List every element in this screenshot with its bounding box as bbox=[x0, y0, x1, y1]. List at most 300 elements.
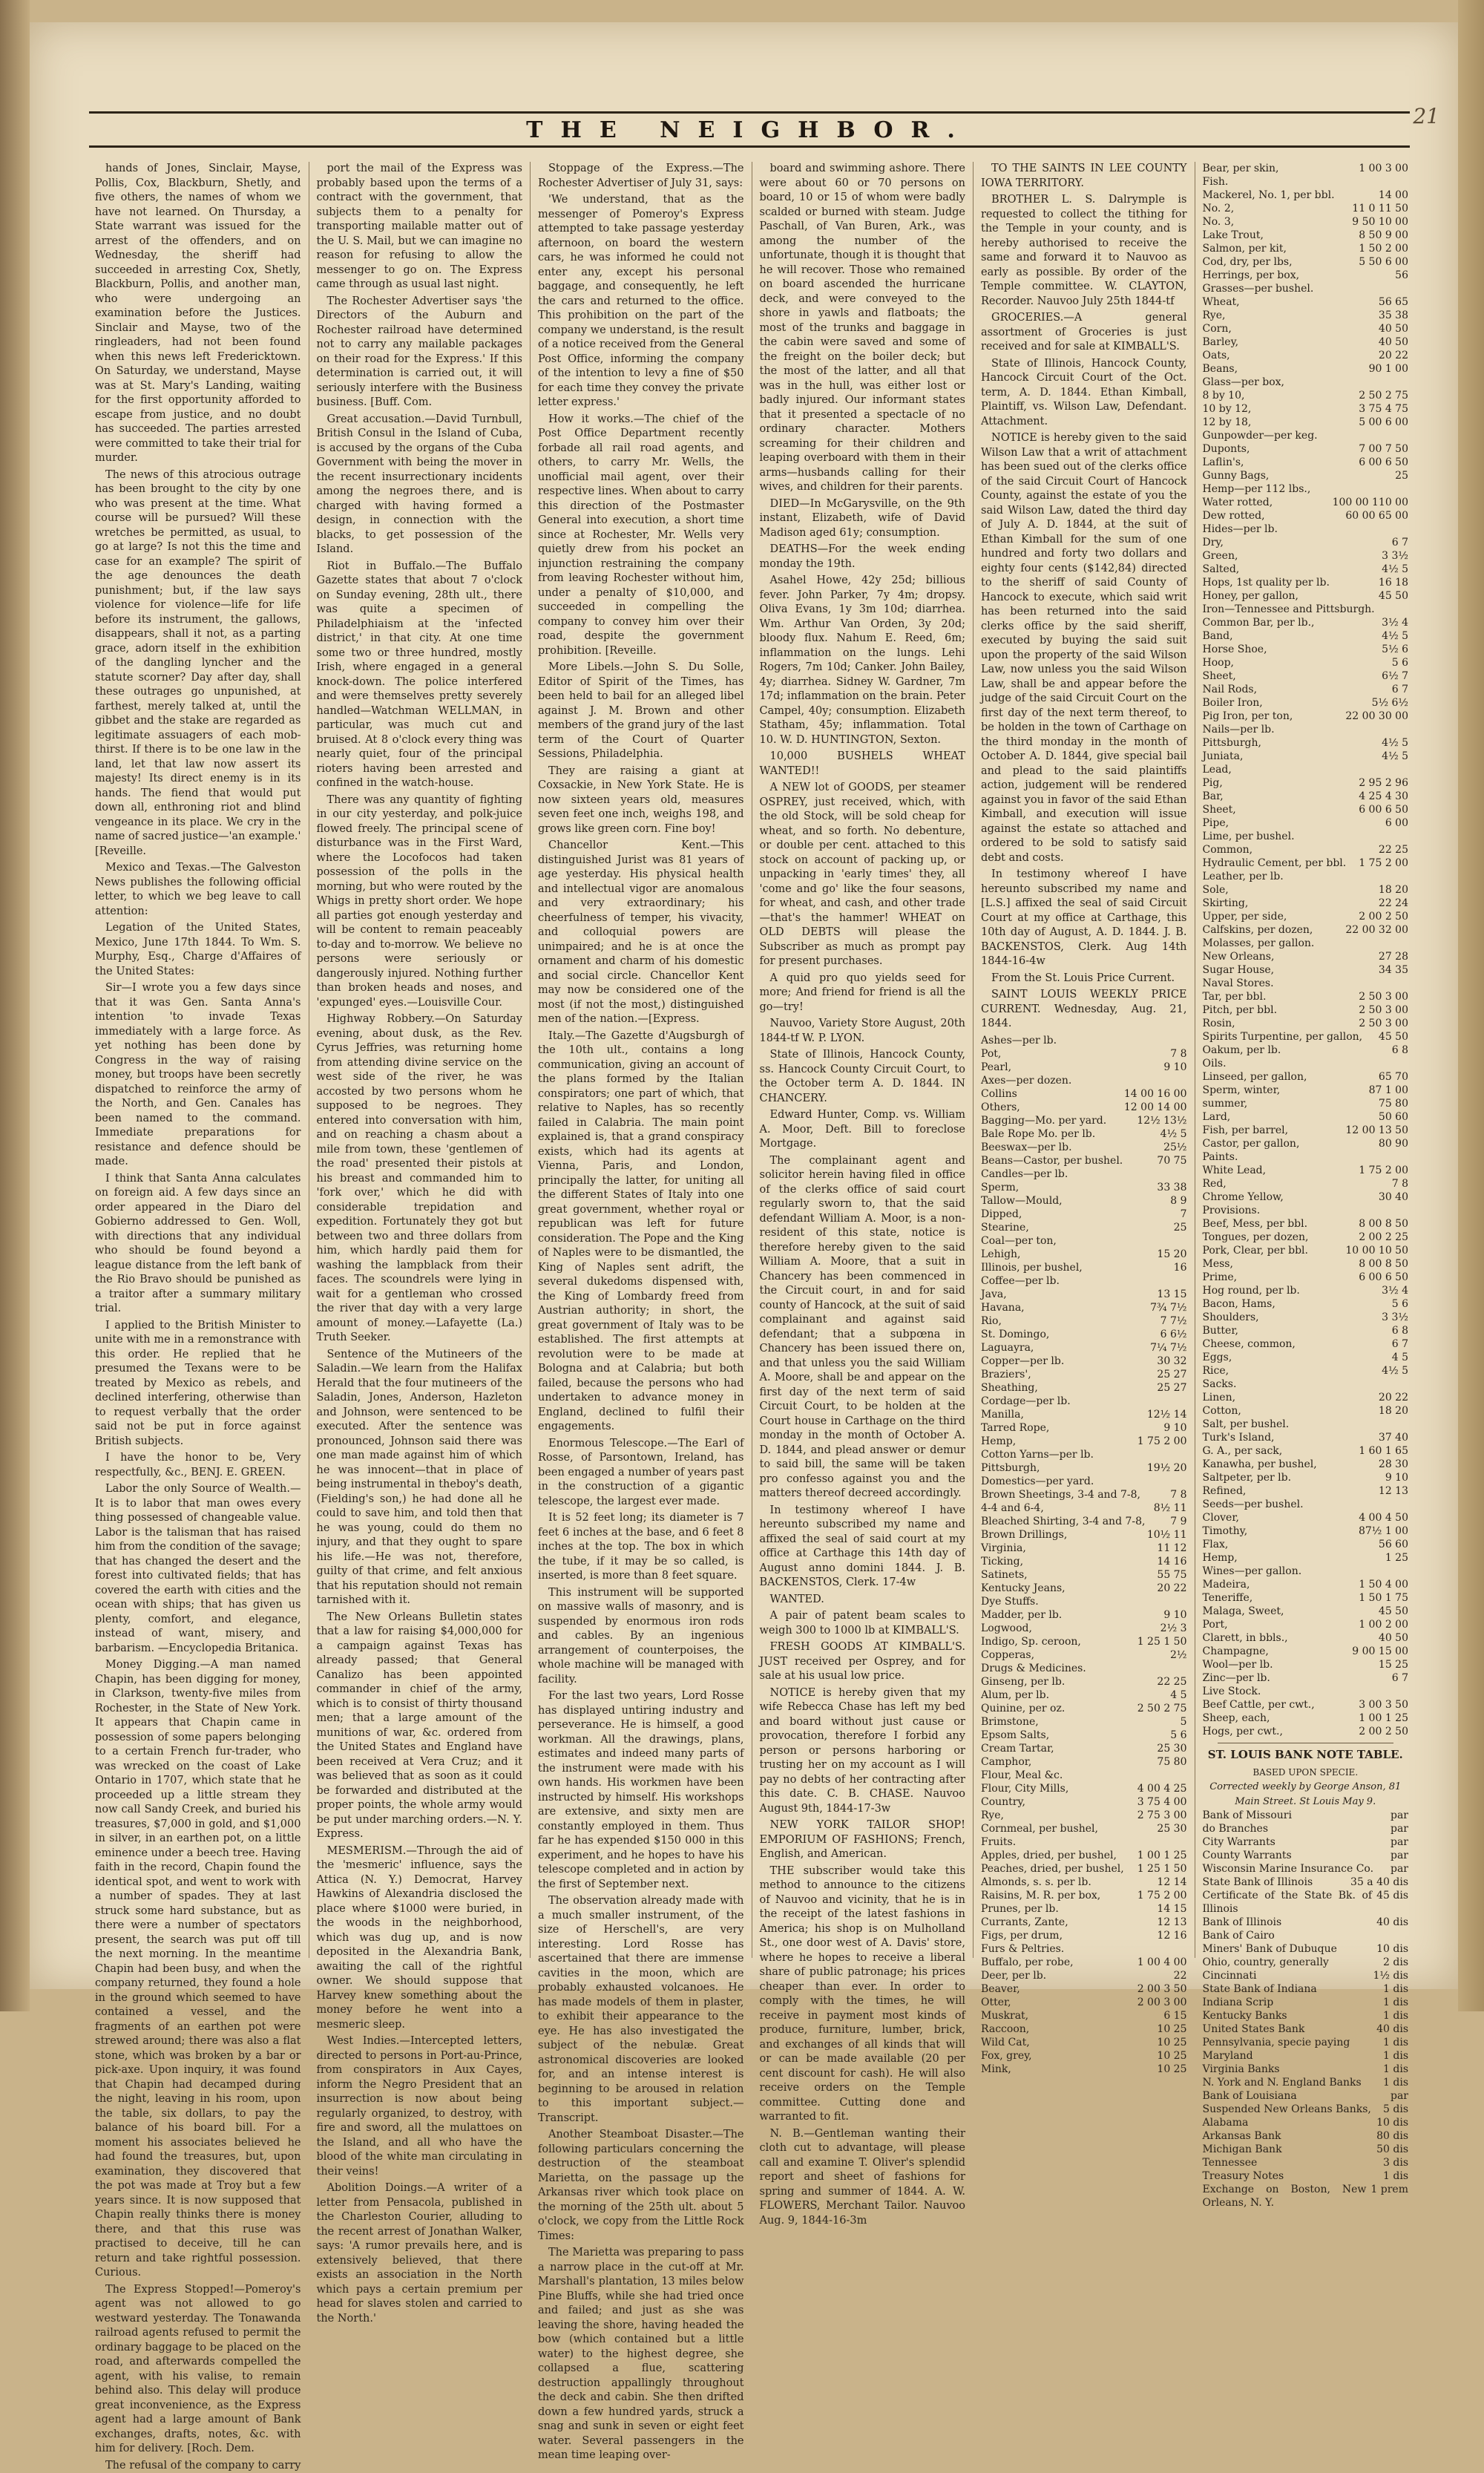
price-item: County Warrants bbox=[1203, 1849, 1292, 1862]
price-value: 70 75 bbox=[1152, 1154, 1186, 1167]
price-value: 4½ 5 bbox=[1377, 736, 1408, 750]
price-row bbox=[1203, 2076, 1409, 2089]
price-value: 6 6½ bbox=[1156, 1328, 1187, 1341]
price-row bbox=[981, 2022, 1187, 2036]
paragraph: I think that Santa Anna calculates on foreign aid. A few days since an order appeared in the Diaro del Gobierno addressed to Gen. Woll, with directions that any individual who should be found beyond a league distance from the left bank of the Rio Bravo should be punished as a traitor after a summary military trial. bbox=[95, 1172, 301, 1317]
price-item: Pittsburgh, bbox=[1203, 736, 1261, 750]
price-row bbox=[981, 1715, 1187, 1729]
price-value: 9 10 bbox=[1381, 1471, 1408, 1484]
price-item: Treasury Notes bbox=[1203, 2169, 1284, 2183]
paragraph: A pair of patent beam scales to weigh 300 to 1000 lb at KIMBALL'S. bbox=[760, 1609, 966, 1638]
price-row bbox=[1203, 1578, 1409, 1591]
price-value: 4 00 4 25 bbox=[1133, 1782, 1187, 1795]
price-item: Castor, per gallon, bbox=[1203, 1137, 1300, 1150]
price-item: Pearl, bbox=[981, 1061, 1011, 1074]
price-item: Naval Stores. bbox=[1203, 977, 1274, 990]
price-item: Rio, bbox=[981, 1314, 1002, 1328]
price-row bbox=[1203, 803, 1409, 816]
price-item: Virginia, bbox=[981, 1542, 1026, 1555]
price-row bbox=[1203, 816, 1409, 830]
price-item: City Warrants bbox=[1203, 1835, 1275, 1849]
price-value: 3 75 4 75 bbox=[1354, 402, 1408, 416]
price-row bbox=[1203, 603, 1409, 616]
price-value: 4½ 5 bbox=[1377, 1364, 1408, 1378]
price-value: 60 00 65 00 bbox=[1341, 509, 1408, 523]
column-5 bbox=[974, 162, 1195, 1958]
paragraph: The observation already made with a much smaller instrument, of the size of Herschell's, are very interesting. Lord Rosse has ascertained that there are immense cavities in the moon, which are probably exhausted volcanoes. He has made models of them in plaster, to exhibit their appearance to the eye. He has also investigated the subject of the nebulæ. Great astronomical discoveries are looked for, and an intense interest is beginning to be aroused in relation to this important subject.—Transcript. bbox=[538, 1894, 744, 2126]
price-item: Hemp—per 112 lbs., bbox=[1203, 482, 1311, 496]
price-row bbox=[1203, 1217, 1409, 1231]
paragraph: The New Orleans Bulletin states that a law for raising $4,000,000 for a campaign against Texas has already passed; that General Canalizo has been appointed commander in chief of the army, which is to consist of thirty thousand men; that a large amount of the munitions of war, &c. ordered from the United States and England have been received at Vera Cruz; and it was believed that as soon as it could be forwarded and distributed at the proper points, the whole army would be put under marching orders.—N. Y. Express. bbox=[317, 1611, 523, 1842]
paragraph: SAINT LOUIS WEEKLY PRICE CURRENT. Wednesday, Aug. 21, 1844. bbox=[981, 988, 1187, 1032]
price-row bbox=[1203, 1591, 1409, 1605]
price-item: Collins bbox=[981, 1087, 1017, 1101]
price-item: Manilla, bbox=[981, 1408, 1024, 1421]
price-row bbox=[1203, 1484, 1409, 1498]
price-value: 2 00 2 25 bbox=[1354, 1231, 1408, 1244]
paragraph: Legation of the United States, Mexico, June 17th 1844. To Wm. S. Murphy, Esq., Charge d'Affaires of the United States: bbox=[95, 921, 301, 979]
price-item: State Bank of Indiana bbox=[1203, 1982, 1317, 1996]
price-row bbox=[1203, 1044, 1409, 1057]
price-row bbox=[981, 1782, 1187, 1795]
paragraph: The Marietta was preparing to pass a narrow place in the cut-off at Mr. Marshall's plantation, 13 miles below Pine Bluffs, while she had tried once and failed; and just as she was leaving the shore, having headed the bow (which contained but a little water) to the highest degree, she collapsed a flue, scattering destruction appallingly throughout the deck and cabin. She then drifted down a few hundred yards, struck a snag and sunk in seven or eight feet water. Several passengers in the mean time leaping over- bbox=[538, 2246, 744, 2463]
price-value: par bbox=[1386, 1862, 1408, 1876]
price-row bbox=[981, 1127, 1187, 1141]
paragraph: The Express Stopped!—Pomeroy's agent was not allowed to go westward yesterday. The Tonawanda railroad agents refused to permit the ordinary baggage to be placed on the road, and afterwards compelled the agent, with his valise, to remain behind also. This delay will produce great inconvenience, as the Express agent had a large amount of Bank exchanges, drafts, notes, &c. with him for delivery. [Roch. Dem. bbox=[95, 2283, 301, 2457]
price-value: 19½ 20 bbox=[1143, 1461, 1187, 1475]
paragraph: Mexico and Texas.—The Galveston News publishes the following official letter, to which we beg leave to call attention: bbox=[95, 861, 301, 919]
price-item: Pot, bbox=[981, 1047, 1001, 1061]
price-item: Raccoon, bbox=[981, 2022, 1029, 2036]
price-item: Beef, Mess, per bbl. bbox=[1203, 1217, 1308, 1231]
price-item: Cordage—per lb. bbox=[981, 1395, 1071, 1408]
price-value: 5 50 6 00 bbox=[1354, 255, 1408, 269]
price-row bbox=[1203, 1150, 1409, 1164]
price-row bbox=[1203, 696, 1409, 710]
price-row bbox=[1203, 1551, 1409, 1565]
paragraph: Asahel Howe, 42y 25d; billious fever. John Parker, 7y 4m; dropsy. Oliva Evans, 1y 3m 10d; diarrhea. Wm. Arthur Van Orden, 3y 20d; bloody flux. Nahum E. Reed, 6m; inflammation on the lungs. Lehi Rogers, 7m 10d; Canker. John Bailey, 4y; diarrhea. Sidney W. Gardner, 7m 17d; inflammation on the brain. Peter Campel, 40y; consumption. Elizabeth Statham, 45y; inflammation. Total 10. W. D. HUNTINGTON, Sexton. bbox=[760, 574, 966, 747]
price-item: Rosin, bbox=[1203, 1017, 1235, 1030]
price-item: Buffalo, per robe, bbox=[981, 1956, 1074, 1969]
price-item: Beans—Castor, per bushel. bbox=[981, 1154, 1123, 1167]
price-value bbox=[1183, 1074, 1187, 1087]
price-value bbox=[1404, 175, 1408, 189]
paragraph: This instrument will be supported on massive walls of masonry, and is suspended by enormous iron rods and cables. By an ingenious arrangement of counterpoises, the whole machine will be managed with facility. bbox=[538, 1586, 744, 1688]
price-row bbox=[981, 1862, 1187, 1876]
price-item: Deer, per lb. bbox=[981, 1969, 1046, 1982]
paragraph: hands of Jones, Sinclair, Mayse, Pollis, Cox, Blackburn, Shetly, and five others, the names of whom we have not learned. On Thursday, a State warrant was issued for the arrest of the offenders, and on Wednesday, the sheriff had succeeded in arresting Cox, Shetly, Blackburn, Pollis, and another man, who were undergoing an examination before the Justices. Sinclair and Mayse, two of the ringleaders, had not been found when this news left Fredericktown. On Saturday, we understand, Mayse was at St. Mary's Landing, waiting for the first opportunity afforded to escape from justice, and no doubt has succeeded. The parties arrested were committed to take their trial for murder. bbox=[95, 162, 301, 466]
price-item: Country, bbox=[981, 1795, 1025, 1809]
price-row bbox=[981, 1755, 1187, 1769]
price-item: Bank of Missouri bbox=[1203, 1809, 1292, 1822]
price-item: Band, bbox=[1203, 629, 1233, 643]
price-item: Rice, bbox=[1203, 1364, 1229, 1378]
price-item: 4-4 and 6-4, bbox=[981, 1501, 1044, 1515]
price-row bbox=[981, 1448, 1187, 1461]
price-item: No. 2, bbox=[1203, 202, 1235, 215]
column-6 bbox=[1195, 162, 1416, 1958]
price-value: 6 7 bbox=[1388, 683, 1408, 696]
price-value: 30 40 bbox=[1374, 1190, 1408, 1204]
price-item: Grasses—per bushel. bbox=[1203, 282, 1314, 295]
price-value: 6 00 6 50 bbox=[1354, 1271, 1408, 1284]
price-value: 12½ 13½ bbox=[1132, 1114, 1186, 1127]
price-value: 6 7 bbox=[1388, 1671, 1408, 1685]
price-row bbox=[1203, 776, 1409, 790]
price-row bbox=[1203, 683, 1409, 696]
price-item: Malaga, Sweet, bbox=[1203, 1605, 1284, 1618]
price-row bbox=[981, 1461, 1187, 1475]
price-row bbox=[981, 1435, 1187, 1448]
price-value bbox=[1404, 1685, 1408, 1698]
price-item: No. 3, bbox=[1203, 215, 1235, 229]
price-item: Bale Rope Mo. per lb. bbox=[981, 1127, 1095, 1141]
price-row bbox=[981, 1902, 1187, 1916]
price-row bbox=[981, 1662, 1187, 1675]
price-row bbox=[1203, 870, 1409, 883]
price-value bbox=[1183, 1475, 1187, 1488]
price-value: 1 75 2 00 bbox=[1133, 1435, 1187, 1448]
price-row bbox=[981, 1501, 1187, 1515]
price-row bbox=[1203, 1698, 1409, 1712]
price-row bbox=[981, 1835, 1187, 1849]
price-value: 14 15 bbox=[1152, 1902, 1186, 1916]
price-value: 2 00 3 00 bbox=[1133, 1996, 1187, 2009]
price-value: 5 6 bbox=[1166, 1729, 1186, 1742]
price-value bbox=[1404, 1150, 1408, 1164]
price-row bbox=[981, 1822, 1187, 1835]
price-item: Wild Cat, bbox=[981, 2036, 1030, 2049]
paragraph: How it works.—The chief of the Post Office Department recently forbade all rail road agents, and others, to carry Mr. Wells, the unofficial mail agent, over their respective lines. When about to carry this direction of the Postmaster General into execution, a short time since at Rochester, Mr. Wells very quietly drew from his pocket an injunction restraining the company from leaving Rochester without him, under a penalty of $10,000, and succeeded in compelling the company to convey him over their road, despite the government prohibition. [Reveille. bbox=[538, 413, 744, 659]
price-row bbox=[1203, 1876, 1409, 1889]
price-item: Dye Stuffs. bbox=[981, 1595, 1039, 1608]
paragraph: port the mail of the Express was probably based upon the terms of a contract with the government, that subjects them to a penalty for transporting mailable matter out of the U. S. Mail, but we can imagine no reason for refusing to allow the messenger to go on. The Express came through as usual last night. bbox=[317, 162, 523, 292]
price-value: 8 00 8 50 bbox=[1354, 1257, 1408, 1271]
price-value: 1 dis bbox=[1379, 1996, 1408, 2009]
price-row bbox=[1203, 162, 1409, 175]
price-item: Indigo, Sp. ceroon, bbox=[981, 1635, 1081, 1648]
price-row bbox=[1203, 1605, 1409, 1618]
price-item: Common Bar, per lb., bbox=[1203, 616, 1315, 629]
price-row bbox=[981, 1181, 1187, 1194]
paragraph: In testimony whereof I have hereunto subscribed my name and [L.S.] affixed the seal of said Circuit Court at my office at Carthage, this 10th day of August, A. D. 1844. J. B. BACKENSTOS, Clerk. Aug 14th 1844-16-4w bbox=[981, 868, 1187, 969]
price-value: 10 25 bbox=[1152, 2036, 1186, 2049]
price-row bbox=[981, 1635, 1187, 1648]
price-row bbox=[981, 1074, 1187, 1087]
price-value bbox=[1404, 282, 1408, 295]
price-value bbox=[1183, 1167, 1187, 1181]
price-value: 9 10 bbox=[1159, 1608, 1186, 1622]
price-row bbox=[1203, 937, 1409, 950]
price-row bbox=[981, 1795, 1187, 1809]
price-row bbox=[1203, 1835, 1409, 1849]
price-item: Coffee—per lb. bbox=[981, 1274, 1060, 1288]
price-row bbox=[981, 1769, 1187, 1782]
price-value bbox=[1183, 1448, 1187, 1461]
price-item: Calfskins, per dozen, bbox=[1203, 923, 1313, 937]
price-row bbox=[1203, 229, 1409, 242]
price-item: Live Stock. bbox=[1203, 1685, 1261, 1698]
price-row bbox=[1203, 523, 1409, 536]
price-value: 20 22 bbox=[1374, 349, 1408, 362]
price-value: 1 dis bbox=[1379, 2063, 1408, 2076]
price-row bbox=[981, 1395, 1187, 1408]
price-value: 5 6 bbox=[1388, 656, 1408, 669]
price-current-list bbox=[981, 1034, 1187, 2076]
price-value: 12 13 bbox=[1152, 1916, 1186, 1929]
price-row bbox=[1203, 255, 1409, 269]
paragraph: It is 52 feet long; its diameter is 7 feet 6 inches at the base, and 6 feet 8 inches at the top. The box in which the tube, if it may be so called, is inserted, is more than 8 feet square. bbox=[538, 1511, 744, 1584]
price-item: Provisions. bbox=[1203, 1204, 1261, 1217]
masthead-rule-top bbox=[89, 111, 1410, 114]
price-item: Sheet, bbox=[1203, 803, 1236, 816]
price-row bbox=[1203, 2049, 1409, 2063]
price-row bbox=[981, 1876, 1187, 1889]
price-row bbox=[1203, 750, 1409, 763]
price-row bbox=[1203, 563, 1409, 576]
price-item: Beaver, bbox=[981, 1982, 1020, 1996]
paragraph: BROTHER L. S. Dalrymple is requested to collect the tithing for the Temple in your county, and is hereby authorised to receive the same and forward it to Nauvoo as early as possible. By order of the Temple committee. W. CLAYTON, Recorder. Nauvoo July 25th 1844-tf bbox=[981, 193, 1187, 309]
price-row bbox=[1203, 1498, 1409, 1511]
price-row bbox=[981, 1208, 1187, 1221]
price-value: 6 7 bbox=[1388, 1337, 1408, 1351]
price-value: 9 00 15 00 bbox=[1347, 1645, 1408, 1658]
price-item: Coal—per ton, bbox=[981, 1234, 1057, 1248]
price-value: 3 75 4 00 bbox=[1133, 1795, 1187, 1809]
price-value bbox=[1404, 1498, 1408, 1511]
price-value: 40 50 bbox=[1374, 322, 1408, 335]
price-item: United States Bank bbox=[1203, 2022, 1305, 2036]
column-2 bbox=[309, 162, 531, 1958]
price-item: Molasses, per gallon. bbox=[1203, 937, 1315, 950]
price-row bbox=[981, 1555, 1187, 1568]
price-row bbox=[1203, 1378, 1409, 1391]
price-row bbox=[1203, 549, 1409, 563]
price-value: 9 10 bbox=[1159, 1061, 1186, 1074]
paragraph: Stoppage of the Express.—The Rochester Advertiser of July 31, says: bbox=[538, 162, 744, 191]
price-value: 15 20 bbox=[1152, 1248, 1186, 1261]
price-item: Wisconsin Marine Insurance Co. bbox=[1203, 1862, 1374, 1876]
price-item: Mink, bbox=[981, 2063, 1011, 2076]
price-value: 22 25 bbox=[1152, 1675, 1186, 1688]
price-value bbox=[1183, 1769, 1187, 1782]
paragraph: I applied to the British Minister to unite with me in a remonstrance with this order. He replied that he presumed the Texans were to be treated by Mexico as rebels, and declined interfering, otherwise than to request verbally that the order said not be put in force against British subjects. bbox=[95, 1319, 301, 1450]
price-item: Clarett, in bbls., bbox=[1203, 1631, 1288, 1645]
price-row bbox=[981, 1194, 1187, 1208]
price-row bbox=[1203, 1889, 1409, 1916]
price-item: Paints. bbox=[1203, 1150, 1238, 1164]
price-row bbox=[1203, 963, 1409, 977]
price-row bbox=[981, 1154, 1187, 1167]
paragraph: NEW YORK TAILOR SHOP! EMPORIUM OF FASHIONS; French, English, and American. bbox=[760, 1818, 966, 1862]
price-row bbox=[981, 1034, 1187, 1047]
price-row bbox=[1203, 1471, 1409, 1484]
price-item: Michigan Bank bbox=[1203, 2143, 1282, 2156]
price-item: Duponts, bbox=[1203, 442, 1250, 456]
price-value: 4 5 bbox=[1166, 1688, 1186, 1702]
price-item: Pitch, per bbl. bbox=[1203, 1003, 1278, 1017]
price-item: Madder, per lb. bbox=[981, 1608, 1062, 1622]
price-row bbox=[981, 1301, 1187, 1314]
price-row bbox=[1203, 269, 1409, 282]
paragraph: MESMERISM.—Through the aid of the 'mesmeric' influence, says the Attica (N. Y.) Democrat, Harvey Hawkins of Alexandria disclosed the place where $1000 were buried, in the woods in the neighborhood, which was dug up, and is now deposited in the Alexandria Bank, awaiting the call of the rightful owner. We should suppose that Harvey knew something about the money before he went into a mesmeric sleep. bbox=[317, 1844, 523, 2033]
price-value: 6½ 7 bbox=[1377, 669, 1408, 683]
price-row bbox=[981, 1114, 1187, 1127]
price-value bbox=[1404, 376, 1408, 389]
price-item: 12 by 18, bbox=[1203, 416, 1252, 429]
price-item: Hoop, bbox=[1203, 656, 1234, 669]
price-value: 80 dis bbox=[1372, 2129, 1408, 2143]
price-value: 6 00 bbox=[1381, 816, 1408, 830]
price-item: Zinc—per lb. bbox=[1203, 1671, 1270, 1685]
price-item: Hemp, bbox=[981, 1435, 1016, 1448]
price-item: Nail Rods, bbox=[1203, 683, 1258, 696]
price-value bbox=[1183, 1835, 1187, 1849]
bank-table bbox=[1203, 1809, 1409, 2210]
price-value: 7¼ 7½ bbox=[1146, 1341, 1186, 1355]
price-item: Otter, bbox=[981, 1996, 1011, 2009]
column-4 bbox=[752, 162, 974, 1958]
price-row bbox=[981, 1167, 1187, 1181]
paragraph: In testimony whereof I have hereunto subscribed my name and affixed the seal of said court at my office at Carthage this 14th day of August anno domini 1844. J. B. BACKENSTOS, Clerk. 17-4w bbox=[760, 1504, 966, 1591]
price-item: Hydraulic Cement, per bbl. bbox=[1203, 856, 1347, 870]
price-row bbox=[1203, 1631, 1409, 1645]
price-value: 65 70 bbox=[1374, 1070, 1408, 1084]
price-row bbox=[1203, 429, 1409, 442]
price-value bbox=[1404, 603, 1408, 616]
price-row bbox=[981, 1542, 1187, 1555]
price-item: Gunpowder—per keg. bbox=[1203, 429, 1318, 442]
price-item: Laguayra, bbox=[981, 1341, 1034, 1355]
price-row bbox=[1203, 923, 1409, 937]
price-value bbox=[1404, 429, 1408, 442]
paragraph: A quid pro quo yields seed for more; And friend for friend is all the go—try! bbox=[760, 972, 966, 1015]
price-row bbox=[1203, 2009, 1409, 2022]
price-value: 7 00 7 50 bbox=[1354, 442, 1408, 456]
price-value: 2 50 3 00 bbox=[1354, 1017, 1408, 1030]
paragraph: The Rochester Advertiser says 'the Directors of the Auburn and Rochester railroad have determined not to carry any mailable packages on their road for the Express.' If this determination is carried out, it will seriously interfere with the Business business. [Buff. Com. bbox=[317, 295, 523, 410]
price-row bbox=[981, 1087, 1187, 1101]
price-row bbox=[1203, 482, 1409, 496]
price-row bbox=[1203, 389, 1409, 402]
price-value bbox=[1404, 1418, 1408, 1431]
price-row bbox=[1203, 1862, 1409, 1876]
price-item: Pennsylvania, specie paying bbox=[1203, 2036, 1350, 2049]
price-item: Ohio, country, generally bbox=[1203, 1956, 1329, 1969]
price-row bbox=[981, 1368, 1187, 1381]
price-value: 4 5 bbox=[1388, 1351, 1408, 1364]
price-row bbox=[981, 1942, 1187, 1956]
price-row bbox=[981, 1568, 1187, 1582]
price-value: 75 80 bbox=[1152, 1755, 1186, 1769]
price-item: Furs & Peltries. bbox=[981, 1942, 1064, 1956]
price-value: 1 prem bbox=[1366, 2183, 1408, 2210]
price-value: 10½ 11 bbox=[1143, 1528, 1187, 1542]
price-row bbox=[1203, 1257, 1409, 1271]
price-value: 5 bbox=[1176, 1715, 1187, 1729]
price-row bbox=[1203, 1177, 1409, 1190]
price-item: Corn, bbox=[1203, 322, 1232, 335]
paragraph: West Indies.—Intercepted letters, directed to persons in Port-au-Prince, from conspirators in Aux Cayes, inform the Negro President that an insurrection is now about being regularly organized, to destroy, with fire and sword, all the mulattoes on the Island, and all who have the blood of the white man circulating in their veins! bbox=[317, 2034, 523, 2179]
price-value: 1 00 2 00 bbox=[1354, 1618, 1408, 1631]
price-item: Mackerel, No. 1, per bbl. bbox=[1203, 189, 1335, 202]
price-value: 7 bbox=[1176, 1208, 1187, 1221]
price-item: Beeswax—per lb. bbox=[981, 1141, 1072, 1154]
price-item: Sole, bbox=[1203, 883, 1229, 897]
price-value: 13 15 bbox=[1152, 1288, 1186, 1301]
price-item: Satinets, bbox=[981, 1568, 1028, 1582]
price-row bbox=[1203, 1311, 1409, 1324]
price-row bbox=[1203, 830, 1409, 843]
price-item: Java, bbox=[981, 1288, 1007, 1301]
price-row bbox=[981, 1475, 1187, 1488]
price-item: Cotton Yarns—per lb. bbox=[981, 1448, 1094, 1461]
price-item: Eggs, bbox=[1203, 1351, 1232, 1364]
price-value bbox=[1404, 1057, 1408, 1070]
price-item: Salted, bbox=[1203, 563, 1240, 576]
price-item: Clover, bbox=[1203, 1511, 1239, 1524]
price-row bbox=[1203, 496, 1409, 509]
price-item: Skirting, bbox=[1203, 897, 1249, 910]
price-row bbox=[1203, 616, 1409, 629]
price-row bbox=[1203, 1404, 1409, 1418]
price-item: Gunny Bags, bbox=[1203, 469, 1270, 482]
price-value: 15 25 bbox=[1374, 1658, 1408, 1671]
price-value: 11 0 11 50 bbox=[1347, 202, 1408, 215]
price-row bbox=[1203, 295, 1409, 309]
price-row bbox=[1203, 2022, 1409, 2036]
price-value bbox=[1404, 937, 1408, 950]
paragraph: FRESH GOODS AT KIMBALL'S. JUST received per Osprey, and for sale at his usual low price. bbox=[760, 1640, 966, 1684]
paragraph: Chancellor Kent.—This distinguished Jurist was 81 years of age yesterday. His physical health and intellectual vigor are anomalous and very extraordinary; his cheerfulness of temper, his vivacity, and colloquial powers are unimpaired; and he is at once the ornament and charm of his domestic and social circle. Chancellor Kent may now be considered one of the most (if not the most,) distinguished men of the nation.—[Express. bbox=[538, 839, 744, 1027]
price-item: Cod, dry, per lbs, bbox=[1203, 255, 1293, 269]
price-item: Lake Trout, bbox=[1203, 229, 1264, 242]
price-value: 87 1 00 bbox=[1365, 1084, 1408, 1097]
price-item: Dipped, bbox=[981, 1208, 1022, 1221]
price-item: Copper—per lb. bbox=[981, 1355, 1064, 1368]
price-row bbox=[1203, 442, 1409, 456]
price-row bbox=[1203, 536, 1409, 549]
price-item: Logwood, bbox=[981, 1622, 1032, 1635]
price-row bbox=[981, 2063, 1187, 2076]
price-item: Drugs & Medicines. bbox=[981, 1662, 1086, 1675]
price-item: Braziers', bbox=[981, 1368, 1031, 1381]
price-item: Exchange on Boston, New Orleans, N. Y. bbox=[1203, 2183, 1367, 2210]
price-row bbox=[981, 1515, 1187, 1528]
price-item: Iron—Tennessee and Pittsburgh. bbox=[1203, 603, 1375, 616]
price-value bbox=[1183, 1234, 1187, 1248]
price-value: 5 00 6 00 bbox=[1354, 416, 1408, 429]
price-value: 20 22 bbox=[1374, 1391, 1408, 1404]
price-row bbox=[981, 1675, 1187, 1688]
price-row bbox=[1203, 1511, 1409, 1524]
price-value bbox=[1183, 1034, 1187, 1047]
price-row bbox=[981, 1982, 1187, 1996]
price-item: Prime, bbox=[1203, 1271, 1238, 1284]
columns bbox=[88, 162, 1416, 1958]
price-item: Timothy, bbox=[1203, 1524, 1248, 1538]
price-item: Bank of Louisiana bbox=[1203, 2089, 1297, 2103]
price-item: Beans, bbox=[1203, 362, 1238, 376]
price-item: Fruits. bbox=[981, 1835, 1016, 1849]
price-row bbox=[1203, 1538, 1409, 1551]
price-item: Saltpeter, per lb. bbox=[1203, 1471, 1292, 1484]
price-item: Herrings, per box, bbox=[1203, 269, 1300, 282]
price-item: Upper, per side, bbox=[1203, 910, 1287, 923]
price-item: Tallow—Mould, bbox=[981, 1194, 1063, 1208]
price-item: Havana, bbox=[981, 1301, 1025, 1314]
price-value: 10 00 10 50 bbox=[1341, 1244, 1408, 1257]
